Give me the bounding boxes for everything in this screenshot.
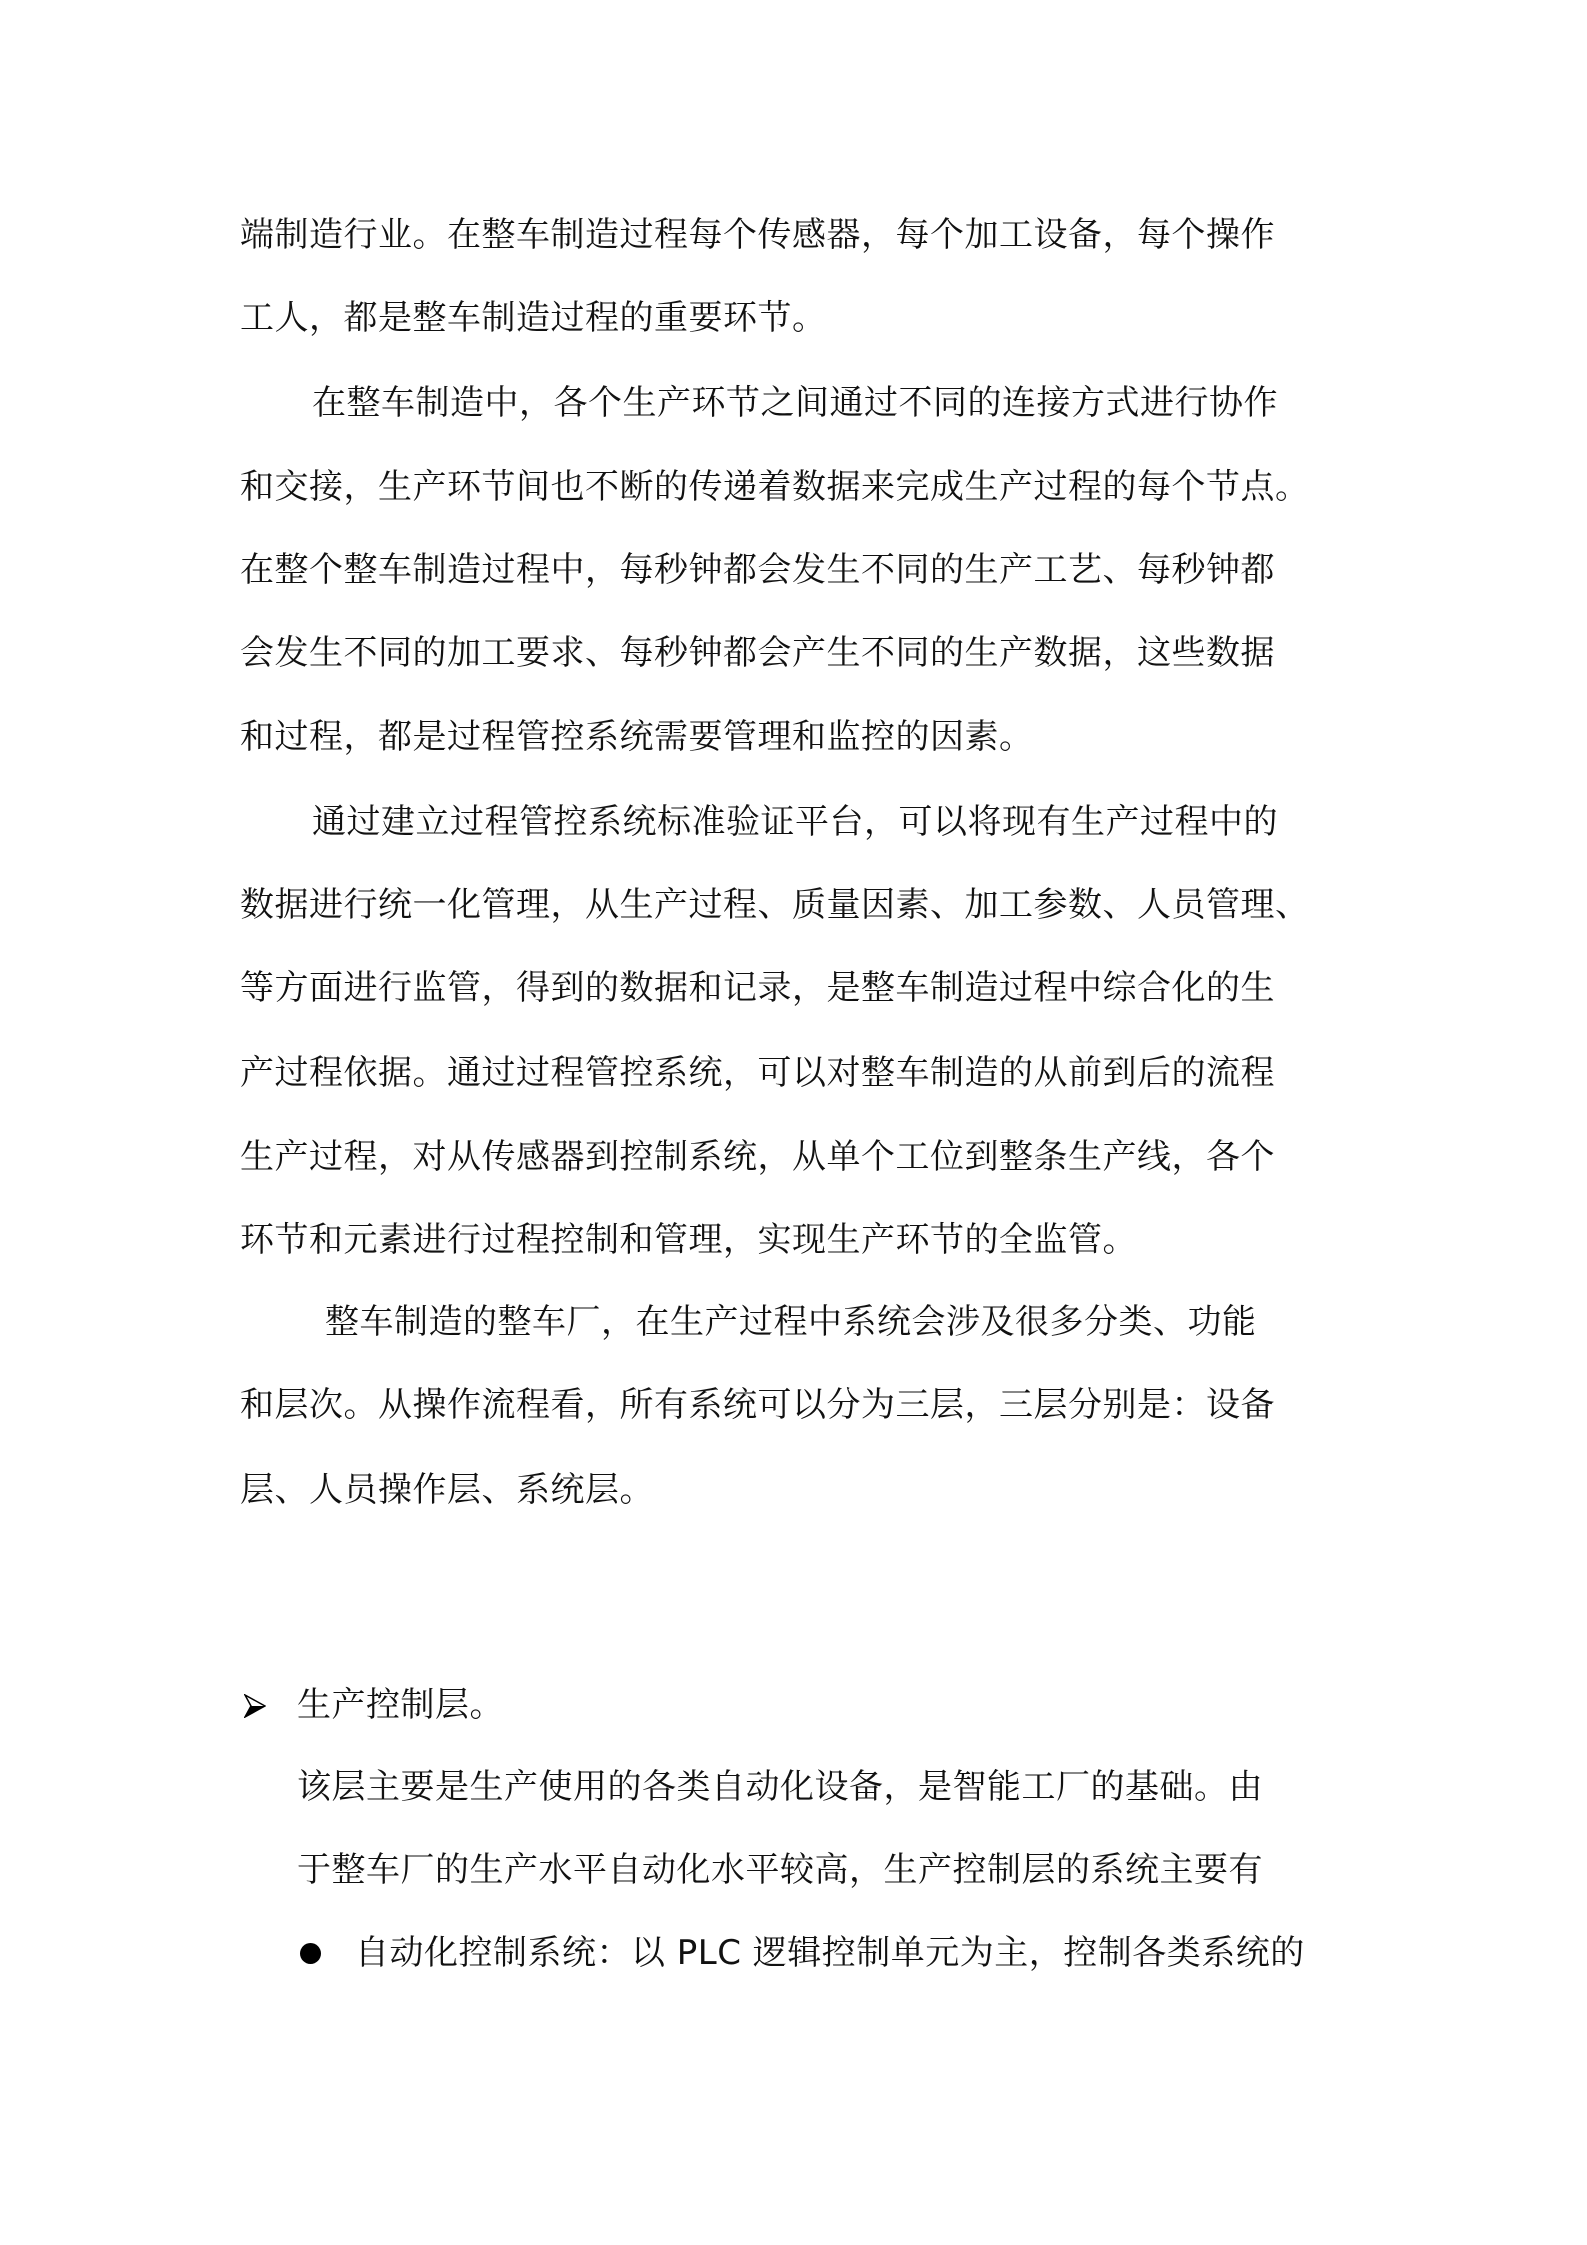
arrow-bullet-icon bbox=[244, 1694, 266, 1718]
paragraph-3-line-2: 数据进行统一化管理，从生产过程、质量因素、加工参数、人员管理、 bbox=[240, 885, 1310, 925]
paragraph-2-line-4: 会发生不同的加工要求、每秒钟都会产生不同的生产数据，这些数据 bbox=[240, 633, 1275, 673]
section-heading: 生产控制层。 bbox=[297, 1685, 504, 1725]
paragraph-4-line-2: 和层次。从操作流程看，所有系统可以分为三层，三层分别是：设备 bbox=[240, 1385, 1275, 1425]
filled-circle-bullet-icon bbox=[300, 1943, 321, 1964]
section-body-line-2: 于整车厂的生产水平自动化水平较高，生产控制层的系统主要有 bbox=[297, 1850, 1263, 1890]
section-body-line-1: 该层主要是生产使用的各类自动化设备，是智能工厂的基础。由 bbox=[297, 1767, 1263, 1807]
paragraph-3-line-1: 通过建立过程管控系统标准验证平台，可以将现有生产过程中的 bbox=[312, 802, 1278, 842]
paragraph-3-line-6: 环节和元素进行过程控制和管理，实现生产环节的全监管。 bbox=[240, 1220, 1137, 1260]
paragraph-2-line-2: 和交接，生产环节间也不断的传递着数据来完成生产过程的每个节点。 bbox=[240, 467, 1310, 507]
paragraph-2-line-5: 和过程，都是过程管控系统需要管理和监控的因素。 bbox=[240, 717, 1034, 757]
paragraph-2-line-1: 在整车制造中，各个生产环节之间通过不同的连接方式进行协作 bbox=[312, 383, 1278, 423]
paragraph-4-line-1: 整车制造的整车厂，在生产过程中系统会涉及很多分类、功能 bbox=[325, 1302, 1257, 1342]
paragraph-3-line-3: 等方面进行监管，得到的数据和记录，是整车制造过程中综合化的生 bbox=[240, 968, 1275, 1008]
paragraph-3-line-5: 生产过程，对从传感器到控制系统，从单个工位到整条生产线，各个 bbox=[240, 1137, 1275, 1177]
paragraph-3-line-4: 产过程依据。通过过程管控系统，可以对整车制造的从前到后的流程 bbox=[240, 1053, 1275, 1093]
list-item: 自动化控制系统：以 PLC 逻辑控制单元为主，控制各类系统的 bbox=[355, 1933, 1305, 1973]
paragraph-4-line-3: 层、人员操作层、系统层。 bbox=[240, 1470, 654, 1510]
paragraph-1-line-2: 工人，都是整车制造过程的重要环节。 bbox=[240, 298, 827, 338]
paragraph-2-line-3: 在整个整车制造过程中，每秒钟都会发生不同的生产工艺、每秒钟都 bbox=[240, 550, 1275, 590]
paragraph-1-line-1: 端制造行业。在整车制造过程每个传感器，每个加工设备，每个操作 bbox=[240, 215, 1275, 255]
